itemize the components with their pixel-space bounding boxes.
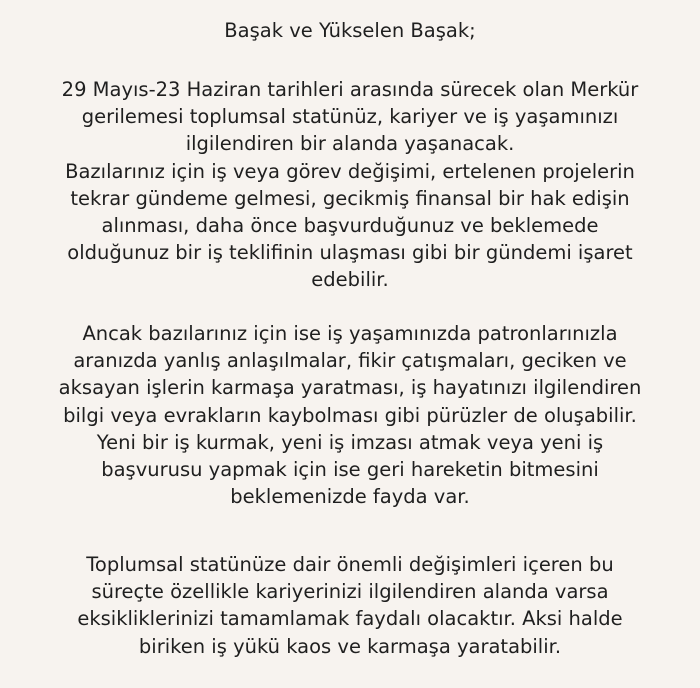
paragraph-3 xyxy=(0,551,700,660)
paragraph-line: Toplumsal statünüze dair önemli değişimleri içeren bu xyxy=(86,553,614,576)
paragraph-line: beklemenizde fayda var. xyxy=(230,485,470,509)
paragraph-line: 29 Mayıs-23 Haziran tarihleri arasında sürecek olan Merkür xyxy=(61,78,639,101)
post-title: Başak ve Yükselen Başak; xyxy=(224,19,476,42)
paragraph-line: eksikliklerinizi tamamlamak faydalı olacaktır. Aksi halde xyxy=(77,607,623,631)
paragraph-line: aksayan işlerin karmaşa yaratması, iş hayatınızı ilgilendiren xyxy=(58,376,642,400)
paragraph-2 xyxy=(0,320,700,510)
paragraph-line: aranızda yanlış anlaşılmalar, fikir çatışmaları, geciken ve xyxy=(73,349,627,373)
paragraph-line: süreçte özellikle kariyerinizi ilgilendiren alanda varsa xyxy=(91,580,609,604)
paragraph-1 xyxy=(0,76,700,294)
paragraph-line: Ancak bazılarınız için ise iş yaşamınızda patronlarınızla xyxy=(82,322,618,345)
paragraph-line: biriken iş yükü kaos ve karmaşa yaratabilir. xyxy=(138,634,562,658)
paragraph-line: olduğunuz bir iş teklifinin ulaşması gibi bir gündemi işaret xyxy=(67,241,633,265)
paragraph-line: ilgilendiren bir alanda yaşanacak. xyxy=(185,132,515,156)
paragraph-line: Bazılarınız için iş veya görev değişimi, ertelenen projelerin xyxy=(65,159,635,183)
paragraph-line: Yeni bir iş kurmak, yeni iş imzası atmak veya yeni iş xyxy=(96,430,604,454)
paragraph-line: gerilemesi toplumsal statünüz, kariyer ve iş yaşamınızı xyxy=(81,105,619,129)
paragraph-line: edebilir. xyxy=(311,268,389,292)
paragraph-line: bilgi veya evrakların kaybolması gibi pürüzler de oluşabilir. xyxy=(63,403,637,427)
paragraph-line: başvurusu yapmak için ise geri hareketin bitmesini xyxy=(101,458,599,482)
paragraph-line: alınması, daha önce başvurduğunuz ve beklemede xyxy=(101,214,599,238)
paragraph-line: tekrar gündeme gelmesi, gecikmiş finansal bir hak edişin xyxy=(70,186,630,210)
